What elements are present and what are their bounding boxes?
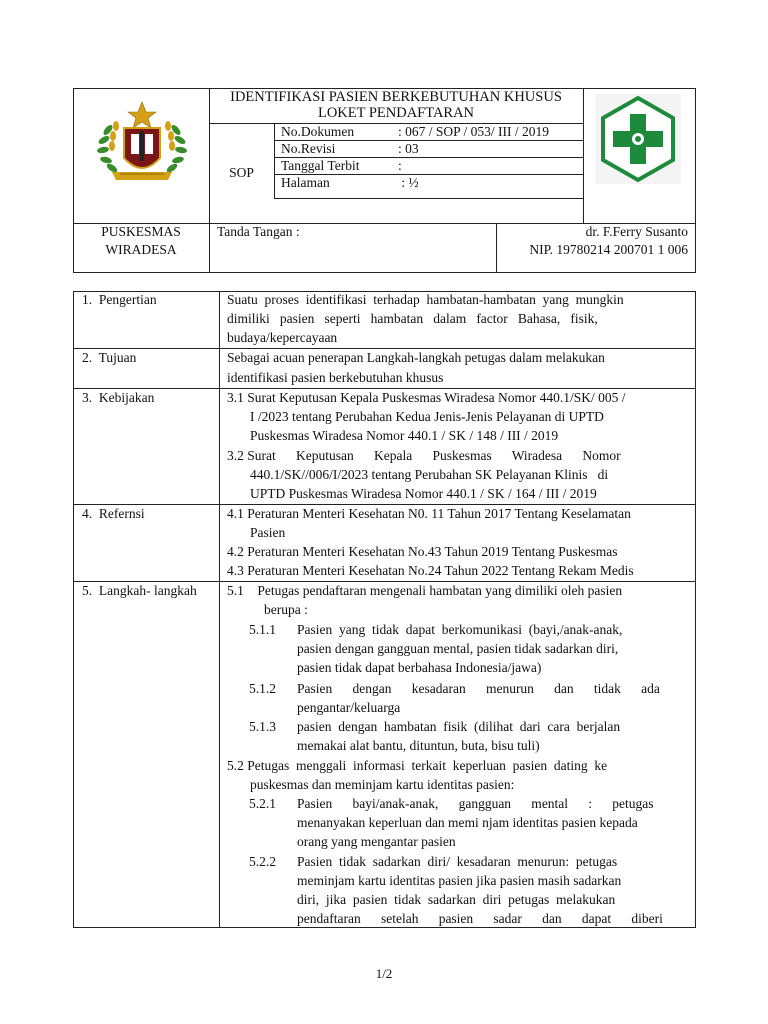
meta-label-halaman: Halaman [281, 175, 330, 190]
text-line: pendaftaran setelah pasien sadar dan dapat diberi [297, 911, 663, 926]
text-line: Pasien [250, 525, 286, 540]
meta-value-halaman: : ½ [398, 175, 419, 190]
text-line: UPTD Puskesmas Wiradesa Nomor 440.1 / SK / 164 / III / 2019 [250, 486, 597, 501]
text-line: pasien dengan gangguan mental, pasien tidak sadarkan diri, [297, 641, 619, 656]
step-number: 5.1.3 [249, 719, 276, 734]
text-line: Pasien tidak sadarkan diri/ kesadaran menurun: petugas [297, 854, 618, 869]
meta-label-no-dokumen: No.Dokumen [281, 124, 355, 139]
document-title: IDENTIFIKASI PASIEN BERKEBUTUHAN KHUSUS [230, 89, 562, 105]
text-line: diri, jika pasien tidak sadarkan diri petugas melakukan [297, 892, 616, 907]
org-name-line2: WIRADESA [105, 242, 177, 257]
text-line: meminjam kartu identitas pasien jika pasien masih sadarkan [297, 873, 622, 888]
signer-nip: NIP. 19780214 200701 1 006 [529, 242, 688, 257]
text-line: Pasien dengan kesadaran menurun dan tidak ada [297, 681, 660, 696]
text-line: Sebagai acuan penerapan Langkah-langkah petugas dalam melakukan [227, 350, 605, 365]
document-subtitle: LOKET PENDAFTARAN [317, 105, 475, 121]
text-line: 5.2 Petugas menggali informasi terkait keperluan pasien dating ke [227, 758, 608, 773]
step-number: 5.2.2 [249, 854, 276, 869]
header-divider [274, 198, 583, 199]
step-number: 5.1.2 [249, 681, 276, 696]
text-line: dimiliki pasien seperti hambatan dalam factor Bahasa, fisik, [227, 311, 598, 326]
header-divider [274, 123, 275, 198]
text-line: puskesmas dan meminjam kartu identitas pasien: [250, 777, 515, 792]
text-line: 4.2 Peraturan Menteri Kesehatan No.43 Tahun 2019 Tentang Puskesmas [227, 544, 618, 559]
content-column-divider [219, 291, 220, 928]
section-label-langkah: 5. Langkah- langkah [82, 583, 197, 598]
signature-label: Tanda Tangan : [217, 224, 300, 239]
header-divider [583, 88, 584, 223]
org-name-line1: PUSKESMAS [101, 224, 181, 239]
regency-emblem-logo [94, 100, 190, 188]
text-line: budaya/kepercayaan [227, 330, 338, 345]
text-line: orang yang mengantar pasien [297, 834, 456, 849]
text-line: 3.2 Surat Keputusan Kepala Puskesmas Wiradesa Nomor [227, 448, 621, 463]
section-label-kebijakan: 3. Kebijakan [82, 390, 155, 405]
text-line: pengantar/keluarga [297, 700, 401, 715]
meta-value-no-revisi: : 03 [398, 141, 419, 156]
sop-label: SOP [229, 165, 254, 180]
text-line: Pasien bayi/anak-anak, gangguan mental : petugas [297, 796, 654, 811]
meta-value-tanggal-terbit: : [398, 158, 402, 173]
text-line: 5.1 Petugas pendaftaran mengenali hambatan yang dimiliki oleh pasien [227, 583, 623, 598]
step-number: 5.1.1 [249, 622, 276, 637]
text-line: identifikasi pasien berkebutuhan khusus [227, 370, 444, 385]
text-line: Pasien yang tidak dapat berkomunikasi (bayi,/anak-anak, [297, 622, 623, 637]
text-line: Puskesmas Wiradesa Nomor 440.1 / SK / 148 / III / 2019 [250, 428, 559, 443]
page-number: 1/2 [375, 966, 393, 981]
text-line: I /2023 tentang Perubahan Kedua Jenis-Jenis Pelayanan di UPTD [250, 409, 604, 424]
meta-label-tanggal-terbit: Tanggal Terbit [281, 158, 360, 173]
text-line: 440.1/SK//006/I/2023 tentang Perubahan SK Pelayanan Klinis di [250, 467, 609, 482]
text-line: Suatu proses identifikasi terhadap hambatan-hambatan yang mungkin [227, 292, 624, 307]
meta-label-no-revisi: No.Revisi [281, 141, 336, 156]
section-label-tujuan: 2. Tujuan [82, 350, 137, 365]
meta-value-no-dokumen: : 067 / SOP / 053/ III / 2019 [398, 124, 550, 139]
text-line: 3.1 Surat Keputusan Kepala Puskesmas Wiradesa Nomor 440.1/SK/ 005 / [227, 390, 626, 405]
puskesmas-logo [595, 94, 681, 184]
section-label-pengertian: 1. Pengertian [82, 292, 157, 307]
signer-name: dr. F.Ferry Susanto [585, 224, 688, 239]
text-line: menanyakan keperluan dan memi njam identitas pasien kepada [297, 815, 638, 830]
text-line: berupa : [264, 602, 308, 617]
text-line: pasien dengan hambatan fisik (dilihat dari cara berjalan [297, 719, 621, 734]
text-line: 4.3 Peraturan Menteri Kesehatan No.24 Tahun 2022 Tentang Rekam Medis [227, 563, 634, 578]
text-line: memakai alat bantu, dituntun, buta, bisu tuli) [297, 738, 540, 753]
text-line: pasien tidak dapat berbahasa Indonesia/jawa) [297, 660, 542, 675]
section-label-referensi: 4. Refernsi [82, 506, 145, 521]
text-line: 4.1 Peraturan Menteri Kesehatan N0. 11 Tahun 2017 Tentang Keselamatan [227, 506, 631, 521]
step-number: 5.2.1 [249, 796, 276, 811]
